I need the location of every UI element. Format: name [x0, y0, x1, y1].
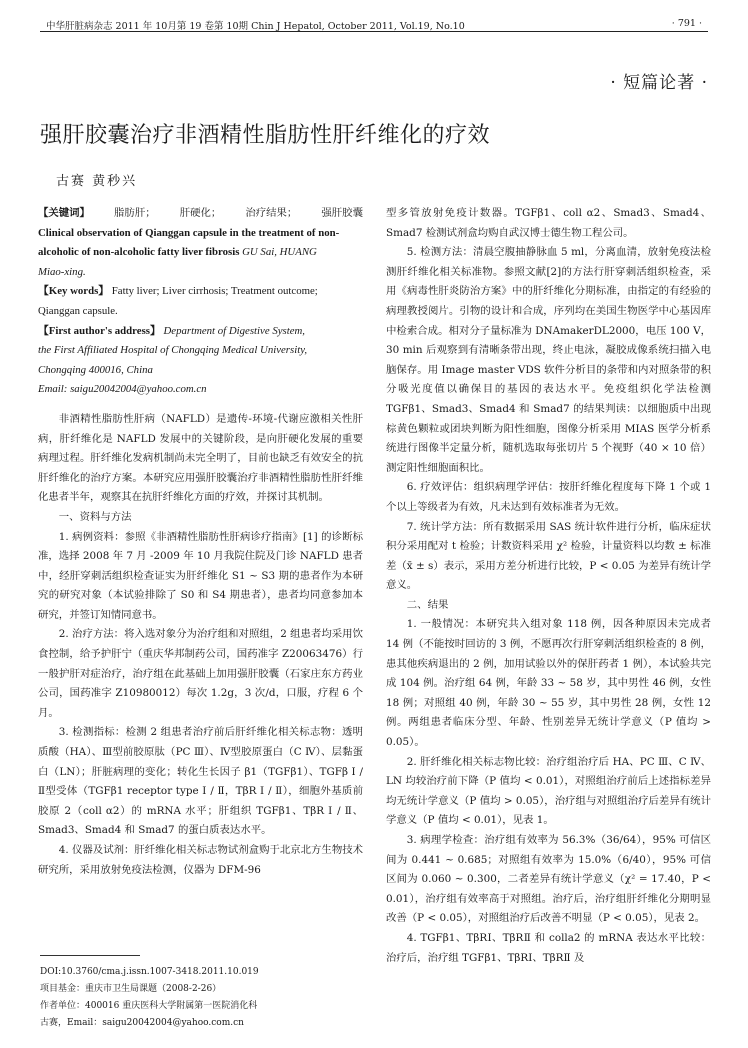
intro-paragraph: 非酒精性脂肪性肝病（NAFLD）是遗传-环境-代谢应激相关性肝病，肝纤维化是 NAFLD 发展中的关键阶段，是向肝硬化发展的重要病理过程。肝纤维化发病机制尚未完全明了，目前也缺乏有效安全的抗肝纤维化的治疗方案。本研究应用强肝胶囊治疗非酒精性脂肪性肝纤维化患者半年，观察其在抗肝纤维化方面的疗效，并探讨其机制。	[38, 412, 363, 504]
paragraph-pathology: 3. 病理学检查：治疗组有效率为 56.3%（36/64），95% 可信区间为 0.441 ~ 0.685；对照组有效率为 15.0%（6/40），95% 可信区间为 0.060 ~ 0.300，二者差异有统计学意义（χ² = 17.40，P < 0.01），治疗组有效率高于对照组。治疗后，治疗组肝纤维化分期明显改善（P < 0.05），对照组治疗后改善不明显（P < 0.05），见表 2。	[386, 834, 711, 925]
section-heading-results: 二、结果	[406, 598, 449, 611]
doi-line: DOI:10.3760/cma.j.issn.1007-3418.2011.10.019	[40, 967, 259, 977]
paragraph-cases: 1. 病例资料：参照《非酒精性脂肪性肝病诊疗指南》[1] 的诊断标准，选择 2008 年 7 月 -2009 年 10 月我院住院及门诊 NAFLD 患者中，经肝穿刺活组织检查证实为肝纤维化 S1 ~ S3 期的患者作为本研究的研究对象（本试验排除了 S0 和 S4 期患者），患者均同意参加本研究，并签订知情同意书。	[38, 530, 363, 621]
keyword-item: 脂肪肝；	[114, 207, 156, 219]
paragraph-markers: 2. 肝纤维化相关标志物比较：治疗组治疗后 HA、PC Ⅲ、C Ⅳ、LN 均较治疗前下降（P 值均 < 0.01），对照组治疗前后上述指标差异均无统计学意义（P 值均 > 0.05），治疗组与对照组治疗后差异有统计学意义（P 值均 < 0.01），见表 1。	[386, 755, 711, 827]
paragraph-detection: 5. 检测方法：清晨空腹抽静脉血 5 ml，分离血清，放射免疫法检测肝纤维化相关标准物。参照文献[2]的方法行肝穿刺活组织检查，采用《病毒性肝炎防治方案》中的肝纤维化分期标准，由指定的有经验的病理教授阅片。引物的设计和合成，序列均在美国生物医学中心基因库中检索合成。相对分子量标准为 DNAmakerDL2000，电压 100 V，30 min 后观察到有清晰条带出现，终止电泳，凝胶成像系统扫描入电脑保存。用 Image master VDS 软件分析目的条带和内对照条带的积分吸光度值以确保目的基因的表达水平。免疫组织化学法检测 TGFβ1、Smad3、Smad4 和 Smad7 的结果判读：以细胞质中出现棕黄色颗粒或团块判断为阳性细胞，图像分析采用 MIAS 医学分析系统进行图像半定量分析，随机选取每张切片 5 个视野（40 × 10 倍）测定阳性细胞面积比。	[386, 246, 711, 474]
section-heading-methods: 一、资料与方法	[58, 510, 132, 523]
corresponding-line: 古赛，Email：saigu20042004@yahoo.com.cn	[40, 1018, 244, 1028]
keyword-item: 强肝胶囊	[321, 207, 363, 219]
keywords-cn	[38, 204, 363, 224]
paragraph-indicators: 3. 检测指标：检测 2 组患者治疗前后肝纤维化相关标志物：透明质酸（HA）、Ⅲ型前胶原肽（PC Ⅲ）、Ⅳ型胶原蛋白（C Ⅳ）、层黏蛋白（LN）；肝脏病理的变化；转化生长因子 β1（TGFβ1）、TGFβ Ⅰ / Ⅱ型受体（TGFβ1 receptor type Ⅰ / Ⅱ，TβR Ⅰ / Ⅱ），细胞外基质前胶原 2（coll α2）的 mRNA 水平；肝组织 TGFβ1、TβR Ⅰ / Ⅱ、Smad3、Smad4 和 Smad7 的蛋白质表达水平。	[38, 726, 363, 837]
key-words-en: 【Key words】 Fatty liver; Liver cirrhosis; Treatment outcome; Qianggan capsule.	[38, 285, 318, 317]
keyword-item: 治疗结果；	[245, 207, 298, 219]
page-number: · 791 ·	[671, 18, 702, 29]
article-authors: 古赛 黄秒兴	[56, 174, 138, 189]
paragraph-evaluation: 6. 疗效评估：组织病理学评估：按肝纤维化程度每下降 1 个或 1 个以上等级者为有效，凡未达到有效标准者为无效。	[386, 481, 711, 513]
right-column	[386, 204, 711, 1048]
author-email: Email: saigu20042004@yahoo.com.cn	[38, 383, 207, 396]
paragraph-instruments: 4. 仪器及试剂：肝纤维化相关标志物试剂盒购于北京北方生物技术研究所，采用放射免疫法检测，仪器为 DFM-96	[38, 844, 363, 876]
paragraph-general: 1. 一般情况：本研究共入组对象 118 例，因各种原因未完成者 14 例（不能按时回访的 3 例，不愿再次行肝穿刺活组织检查的 8 例，患其他疾病退出的 2 例，加用试验以外的保肝药者 1 例），本试验共完成 104 例。治疗组 64 例，年龄 33 ~ 58 岁，其中男性 46 例，女性 18 例；对照组 40 例，年龄 30 ~ 55 岁，其中男性 28 例，女性 12 例。两组患者临床分型、年龄、性别差异无统计学意义（P 值均 > 0.05）。	[386, 618, 711, 749]
paragraph-mrna: 4. TGFβ1、TβRⅠ、TβRⅡ 和 colla2 的 mRNA 表达水平比较：治疗后，治疗组 TGFβ1、TβRⅠ、TβRⅡ 及	[386, 931, 711, 964]
keywords-cn-label: 【关键词】	[38, 207, 90, 219]
fund-line: 项目基金：重庆市卫生局课题（2008-2-26）	[40, 984, 222, 994]
paragraph-treatment: 2. 治疗方法：将入选对象分为治疗组和对照组，2 组患者均采用饮食控制，给予护肝宁（重庆华邦制药公司，国药准字 Z20063476）行一般护肝对症治疗，治疗组在此基础上加用强肝胶囊（石家庄东方药业公司，国药准字 Z10980012）每次 1.2g，3 次/d，口服，疗程 6 个月。	[38, 628, 363, 719]
running-header	[40, 18, 708, 32]
section-tag: · 短篇论著 ·	[610, 73, 708, 93]
paragraph-instruments-cont: 型多管放射免疫计数器。TGFβ1、coll α2、Smad3、Smad4、Smad7 检测试剂盒均购自武汉博士德生物工程公司。	[386, 207, 711, 239]
affiliation-line: 作者单位：400016 重庆医科大学附属第一医院消化科	[40, 1001, 258, 1011]
paragraph-statistics: 7. 统计学方法：所有数据采用 SAS 统计软件进行分析，临床症状积分采用配对 t 检验；计数资料采用 χ² 检验，计量资料以均数 ± 标准差（x̄ ± s）表示，采用方差分析进行比较，P < 0.05 为差异有统计学意义。	[386, 520, 711, 592]
journal-citation: 中华肝脏病杂志 2011 年 10月第 19 卷第 10期 Chin J Hepatol, October 2011, Vol.19, No.10	[46, 21, 465, 32]
footnote-divider	[40, 955, 140, 956]
left-column	[38, 204, 363, 1006]
footnotes	[40, 964, 370, 1032]
first-author-address: 【First author's address】 Department of Digestive System, the First Affiliated Hospital of Chongqing Medical University, Chongqing 400016, China Email: saigu20042004@yahoo.com.cn	[38, 324, 308, 396]
article-title: 强肝胶囊治疗非酒精性脂肪性肝纤维化的疗效	[40, 123, 491, 148]
keyword-item: 肝硬化；	[179, 207, 222, 219]
en-title: Clinical observation of Qianggan capsule in the treatment of non- alcoholic of non-alcoholic fatty liver fibrosis GU Sai, HUANG Miao-xing.	[38, 226, 340, 278]
